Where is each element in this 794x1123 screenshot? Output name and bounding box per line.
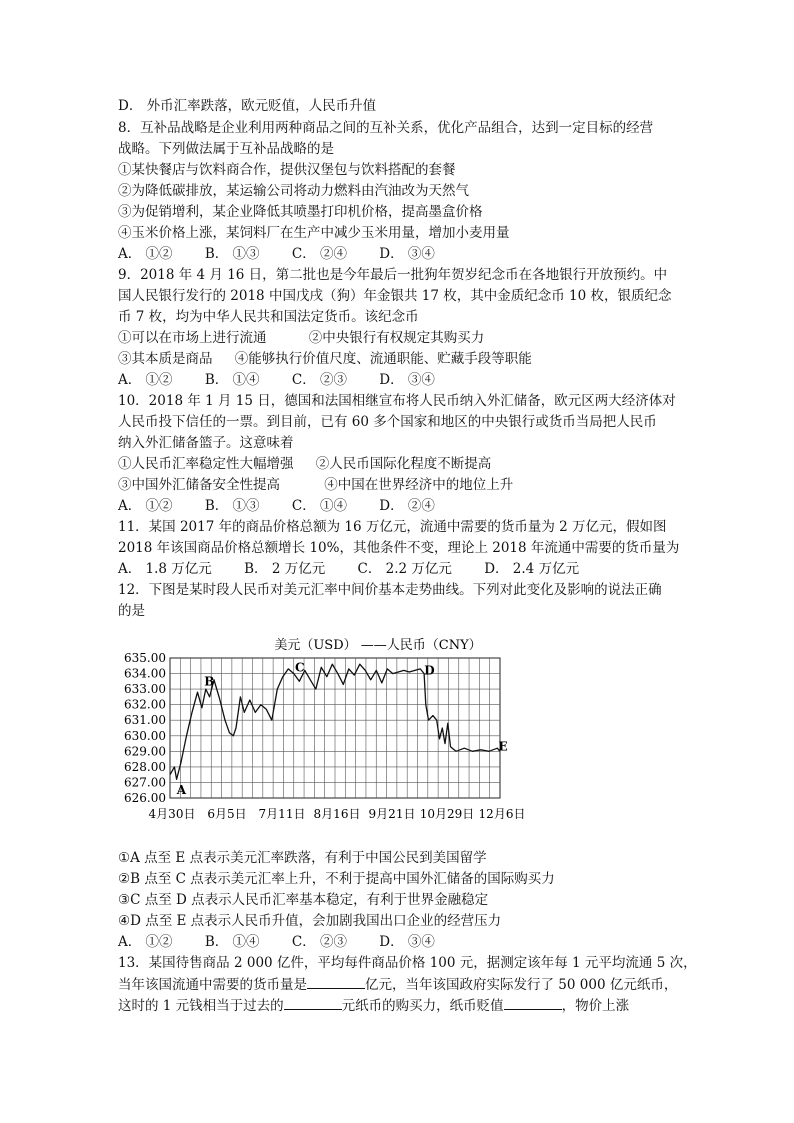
q13-text-2b: 亿元，当年该国政府实际发行了 50 000 亿元纸币，: [365, 977, 678, 993]
q12-statement-1: ①A 点至 E 点表示美元汇率跌落，有利于中国公民到美国留学: [118, 850, 487, 866]
q13-blank-1[interactable]: [307, 974, 365, 989]
q10-statement-3: ③中国外汇储备安全性提高: [118, 477, 280, 493]
chart-x-tick-label: 9月21日: [368, 807, 416, 821]
q10-choice-d[interactable]: D． ②④: [379, 498, 435, 514]
q13-text-3a: 这时的 1 元钱相当于过去的: [118, 998, 284, 1014]
chart-grid: [170, 658, 500, 798]
q10-stem-line-2: 人民币投下信任的一票。到目前，已有 60 多个国家和地区的中央银行或货币当局把人民币: [118, 414, 657, 430]
q12-choice-d[interactable]: D． ③④: [379, 934, 435, 950]
q13-line-3: [118, 995, 629, 1016]
q11-choice-b[interactable]: B． 2 万亿元: [244, 561, 326, 577]
q8-stem-line-2: 战略。下列做法属于互补品战略的是: [118, 141, 334, 157]
q12-choice-b[interactable]: B． ①④: [204, 934, 260, 950]
chart-title: 美元（USD） ——人民币（CNY）: [274, 638, 482, 653]
q9-choice-b[interactable]: B． ①④: [204, 372, 260, 388]
chart-y-tick-label: 633.00: [124, 682, 166, 697]
q11-stem-line-2: 2018 年该国商品价格总额增长 10%，其他条件不变，理论上 2018 年流通中需要的货币量为: [118, 540, 680, 556]
chart-y-tick-label: 634.00: [124, 666, 166, 681]
chart-x-tick-label: 10月29日: [419, 807, 475, 821]
q8-choice-a[interactable]: A． ①②: [118, 246, 173, 262]
q10-choices: [118, 496, 435, 516]
q9-choice-a[interactable]: A． ①②: [118, 372, 173, 388]
chart-x-tick-label: 12月6日: [478, 807, 526, 821]
q11-choices: [118, 559, 579, 579]
chart-y-tick-label: 626.00: [124, 791, 166, 805]
q13-text-3c: ，物价上涨: [561, 998, 630, 1014]
q12-statement-2: ②B 点至 C 点表示美元汇率上升，不利于提高中国外汇储备的国际购买力: [118, 871, 555, 887]
chart-x-tick-label: 6月5日: [207, 807, 247, 821]
q12-stem-line-2: 的是: [118, 603, 145, 619]
q10-choice-c[interactable]: C． ①④: [291, 498, 347, 514]
q8-choice-d[interactable]: D． ③④: [379, 246, 435, 262]
q10-choice-b[interactable]: B． ①③: [204, 498, 260, 514]
q10-choice-a[interactable]: A． ①②: [118, 498, 173, 514]
q11-choice-a[interactable]: A． 1.8 万亿元: [118, 561, 212, 577]
q12-stem-line-1: 12．下图是某时段人民币对美元汇率中间价基本走势曲线。下列对此变化及影响的说法正确: [118, 582, 662, 598]
q9-choices: [118, 370, 435, 390]
q9-statement-1: ①可以在市场上进行流通: [118, 330, 267, 346]
chart-point-label-e: E: [498, 739, 508, 754]
chart-y-tick-label: 635.00: [124, 651, 166, 665]
chart-y-tick-label: 632.00: [124, 697, 166, 712]
exchange-rate-chart: [118, 628, 538, 828]
q9-statement-3: ③其本质是商品: [118, 351, 213, 367]
q8-statement-1: ①某快餐店与饮料商合作，提供汉堡包与饮料搭配的套餐: [118, 162, 456, 178]
q9-statements-row-1: [118, 328, 484, 348]
q11-stem-line-1: 11．某国 2017 年的商品价格总额为 16 万亿元，流通中需要的货币量为 2 万亿元，假如图: [118, 519, 667, 535]
chart-y-ticks: [124, 651, 166, 805]
chart-y-tick-label: 629.00: [124, 744, 166, 759]
q13-text-2a: 当年该国流通中需要的货币量是: [118, 977, 307, 993]
q13-blank-3[interactable]: [504, 995, 562, 1010]
q8-choice-c[interactable]: C． ②④: [291, 246, 347, 262]
q10-statement-2: ②人民币国际化程度不断提高: [315, 456, 492, 472]
chart-y-tick-label: 627.00: [124, 775, 166, 790]
q9-statement-4: ④能够执行价值尺度、流通职能、贮藏手段等职能: [234, 351, 532, 367]
q8-choice-b[interactable]: B． ①③: [204, 246, 260, 262]
q12-choice-a[interactable]: A． ①②: [118, 934, 173, 950]
q8-statement-2: ②为降低碳排放，某运输公司将动力燃料由汽油改为天然气: [118, 183, 469, 199]
q10-statements-row-1: [118, 454, 491, 474]
q8-statement-4: ④玉米价格上涨，某饲料厂在生产中减少玉米用量，增加小麦用量: [118, 225, 510, 241]
chart-point-label-c: C: [295, 660, 305, 675]
chart-y-tick-label: 630.00: [124, 728, 166, 743]
chart-x-tick-label: 8月16日: [313, 807, 361, 821]
chart-point-label-b: B: [204, 674, 215, 689]
q10-statement-1: ①人民币汇率稳定性大幅增强: [118, 456, 294, 472]
q11-choice-c[interactable]: C． 2.2 万亿元: [357, 561, 452, 577]
q10-statements-row-2: [118, 475, 513, 495]
chart-point-label-a: A: [176, 783, 187, 798]
q9-stem-line-2: 国人民银行发行的 2018 中国戊戌（狗）年金银共 17 枚，其中金质纪念币 10 枚，银质纪念: [118, 288, 672, 304]
q8-stem-line-1: 8．互补品战略是企业利用两种商品之间的互补关系，优化产品组合，达到一定目标的经营: [118, 120, 654, 136]
q8-statement-3: ③为促销增利，某企业降低其喷墨打印机价格，提高墨盒价格: [118, 204, 483, 220]
chart-x-tick-label: 4月30日: [148, 807, 196, 821]
q9-choice-d[interactable]: D． ③④: [379, 372, 435, 388]
q12-choices: [118, 932, 435, 952]
q10-statement-4: ④中国在世界经济中的地位上升: [324, 477, 514, 493]
q12-statement-4: ④D 点至 E 点表示人民币升值，会加剧我国出口企业的经营压力: [118, 913, 502, 929]
q11-choice-d[interactable]: D． 2.4 万亿元: [484, 561, 580, 577]
q8-choices: [118, 244, 435, 264]
q9-statement-2: ②中央银行有权规定其购买力: [308, 330, 485, 346]
q12-statement-3: ③C 点至 D 点表示人民币汇率基本稳定，有利于世界金融稳定: [118, 892, 489, 908]
q9-stem-line-1: 9．2018 年 4 月 16 日，第二批也是今年最后一批狗年贺岁纪念币在各地银行开放预约。中: [118, 267, 668, 283]
q9-choice-c[interactable]: C． ②③: [291, 372, 347, 388]
chart-y-tick-label: 628.00: [124, 759, 166, 774]
chart-y-tick-label: 631.00: [124, 713, 166, 728]
chart-point-label-d: D: [424, 663, 435, 678]
q13-line-2: [118, 974, 677, 995]
q10-stem-line-3: 纳入外汇储备篮子。这意味着: [118, 435, 294, 451]
q13-text-3b: 元纸币的购买力，纸币贬值: [341, 998, 504, 1014]
q9-statements-row-2: [118, 349, 532, 369]
chart-x-tick-label: 7月11日: [258, 807, 306, 821]
q13-line-1: 13．某国待售商品 2 000 亿件，平均每件商品价格 100 元，据测定该年每 1 元平均流通 5 次，: [118, 955, 697, 971]
q13-blank-2[interactable]: [284, 995, 342, 1010]
chart-x-ticks: [149, 807, 526, 821]
q7-option-d: D． 外币汇率跌落，欧元贬值，人民币升值: [118, 98, 377, 114]
q12-choice-c[interactable]: C． ②③: [291, 934, 347, 950]
q9-stem-line-3: 币 7 枚，均为中华人民共和国法定货币。该纪念币: [118, 309, 419, 325]
q10-stem-line-1: 10．2018 年 1 月 15 日，德国和法国相继宣布将人民币纳入外汇储备，欧元区两大经济体对: [118, 393, 676, 409]
